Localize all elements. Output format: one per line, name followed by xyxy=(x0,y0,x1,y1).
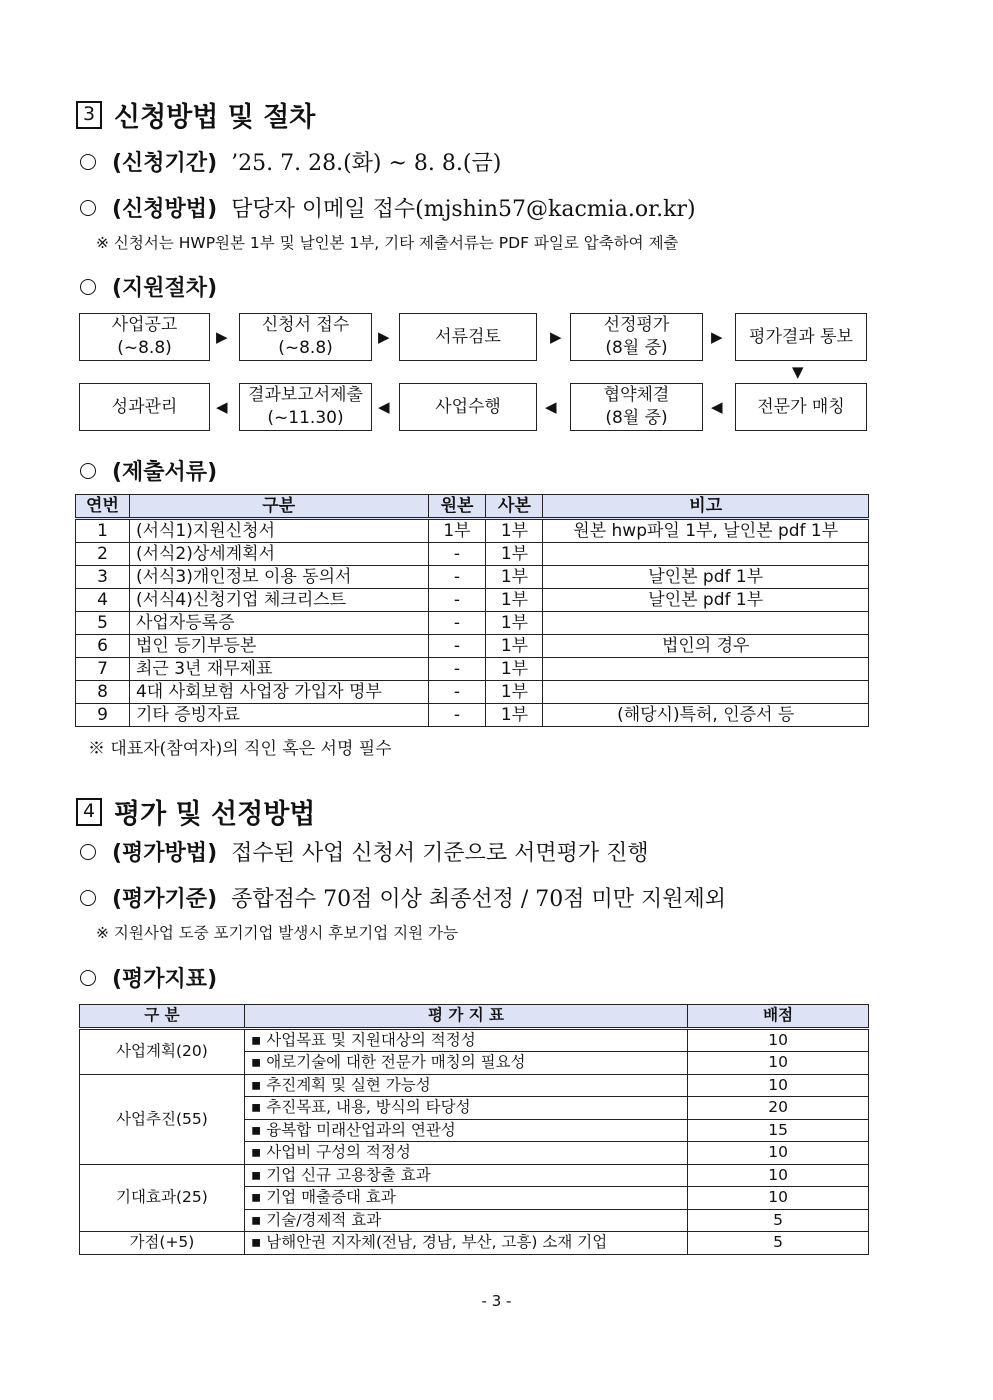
cell-doc: 기타 증빙자료 xyxy=(129,704,428,727)
cell-no: 4 xyxy=(76,589,130,612)
index-cell: ▪ 남해안권 지자체(전남, 경남, 부산, 고흥) 소재 기업 xyxy=(244,1232,687,1255)
flow-step-label: 사업공고 xyxy=(111,315,178,335)
flow-step-date: (8월 중) xyxy=(605,408,668,428)
flow-step-date: (~11.30) xyxy=(267,408,344,428)
arrow-left-icon: ◀ xyxy=(216,398,228,416)
category-cell: 기대효과(25) xyxy=(80,1164,245,1232)
flow-step xyxy=(735,313,867,361)
arrow-right-icon: ▶ xyxy=(550,328,562,346)
arrow-left-icon: ◀ xyxy=(711,398,723,416)
section-number-box: 4 xyxy=(76,798,102,826)
flow-step xyxy=(79,313,210,361)
flow-step xyxy=(570,383,703,431)
cell-copy: 1부 xyxy=(486,704,543,727)
column-header: 평 가 지 표 xyxy=(244,1005,687,1029)
circle-bullet-icon xyxy=(80,463,96,479)
flow-step-date: (~8.8) xyxy=(278,338,333,358)
cell-doc: 법인 등기부등본 xyxy=(129,635,428,658)
circle-bullet-icon xyxy=(80,970,96,986)
column-header: 비고 xyxy=(543,495,869,519)
cell-doc: 최근 3년 재무제표 xyxy=(129,658,428,681)
cell-doc: 4대 사회보험 사업장 가입자 명부 xyxy=(129,681,428,704)
flow-step xyxy=(79,383,210,431)
flow-step-label: 전문가 매칭 xyxy=(757,396,845,417)
score-cell: 10 xyxy=(688,1187,869,1210)
documents-note: ※ 대표자(참여자)의 직인 혹은 서명 필수 xyxy=(88,739,392,759)
arrow-right-icon: ▶ xyxy=(711,328,723,346)
cell-original: - xyxy=(428,681,486,704)
method-note: ※ 신청서는 HWP원본 1부 및 날인본 1부, 기타 제출서류는 PDF 파일로 압축하여 제출 xyxy=(96,234,679,252)
cell-original: - xyxy=(428,589,486,612)
cell-no: 6 xyxy=(76,635,130,658)
table-row xyxy=(76,635,869,658)
section-title-text: 평가 및 선정방법 xyxy=(114,799,316,830)
cell-no: 8 xyxy=(76,681,130,704)
score-cell: 15 xyxy=(688,1119,869,1142)
index-cell: ▪ 기업 신규 고용창출 효과 xyxy=(244,1164,687,1187)
cell-doc: (서식1)지원신청서 xyxy=(129,519,428,543)
cell-remark: 법인의 경우 xyxy=(543,635,869,658)
circle-bullet-icon xyxy=(80,890,96,906)
evaluation-table xyxy=(79,1004,869,1255)
index-cell: ▪ 추진계획 및 실현 가능성 xyxy=(244,1074,687,1097)
cell-original: - xyxy=(428,658,486,681)
arrow-left-icon: ◀ xyxy=(545,398,557,416)
cell-copy: 1부 xyxy=(486,635,543,658)
column-header: 원본 xyxy=(428,495,486,519)
page-number: - 3 - xyxy=(481,1292,512,1310)
flow-step-label: 사업수행 xyxy=(435,396,501,417)
index-cell: ▪ 기업 매출증대 효과 xyxy=(244,1187,687,1210)
table-header-row xyxy=(76,495,869,519)
score-cell: 5 xyxy=(688,1209,869,1232)
cell-copy: 1부 xyxy=(486,519,543,543)
cell-doc: (서식2)상세계획서 xyxy=(129,543,428,566)
column-header: 배점 xyxy=(688,1005,869,1029)
cell-copy: 1부 xyxy=(486,566,543,589)
section-number-box: 3 xyxy=(76,101,102,129)
cell-remark xyxy=(543,612,869,635)
flow-step-label: 결과보고서제출 xyxy=(248,385,363,405)
arrow-right-icon: ▶ xyxy=(216,328,228,346)
flow-step xyxy=(239,383,372,431)
procedure-heading xyxy=(80,271,231,302)
index-cell: ▪ 추진목표, 내용, 방식의 타당성 xyxy=(244,1097,687,1120)
score-cell: 10 xyxy=(688,1052,869,1075)
table-row xyxy=(76,566,869,589)
cell-doc: 사업자등록증 xyxy=(129,612,428,635)
cell-no: 9 xyxy=(76,704,130,727)
label: (신청방법) xyxy=(112,197,218,222)
section-4-title xyxy=(76,792,315,831)
index-cell: ▪ 기술/경제적 효과 xyxy=(244,1209,687,1232)
table-row xyxy=(76,519,869,543)
column-header: 연번 xyxy=(76,495,130,519)
flow-step-date: (8월 중) xyxy=(605,338,668,358)
flow-step-label: 신청서 접수 xyxy=(261,315,350,335)
cell-original: - xyxy=(428,704,486,727)
cell-original: - xyxy=(428,612,486,635)
value: 종합점수 70점 이상 최종선정 / 70점 미만 지원제외 xyxy=(231,887,727,912)
flow-step-label: 성과관리 xyxy=(111,396,178,417)
score-cell: 10 xyxy=(688,1074,869,1097)
arrow-down-icon: ▼ xyxy=(792,363,804,381)
flow-step-label: 서류검토 xyxy=(435,326,501,347)
value: 접수된 사업 신청서 기준으로 서면평가 진행 xyxy=(231,841,649,866)
cell-copy: 1부 xyxy=(486,589,543,612)
table-row xyxy=(76,704,869,727)
table-row xyxy=(76,681,869,704)
arrow-left-icon: ◀ xyxy=(378,398,390,416)
value: ’25. 7. 28.(화) ~ 8. 8.(금) xyxy=(231,151,502,176)
flow-step xyxy=(399,313,537,361)
arrow-right-icon: ▶ xyxy=(378,328,390,346)
label: (평가기준) xyxy=(112,887,218,912)
evaluation-index-heading xyxy=(80,962,231,993)
table-row xyxy=(80,1074,869,1097)
table-header-row xyxy=(80,1005,869,1029)
category-cell: 사업추진(55) xyxy=(80,1074,245,1164)
cell-remark: (해당시)특허, 인증서 등 xyxy=(543,704,869,727)
cell-remark xyxy=(543,543,869,566)
evaluation-method xyxy=(80,836,649,867)
section-title-text: 신청방법 및 절차 xyxy=(114,102,316,133)
section-3-title xyxy=(76,95,315,134)
label: (신청기간) xyxy=(112,151,218,176)
index-cell: ▪ 사업비 구성의 적정성 xyxy=(244,1142,687,1165)
score-cell: 5 xyxy=(688,1232,869,1255)
score-cell: 20 xyxy=(688,1097,869,1120)
score-cell: 10 xyxy=(688,1164,869,1187)
circle-bullet-icon xyxy=(80,279,96,295)
label: (평가지표) xyxy=(112,967,218,992)
cell-copy: 1부 xyxy=(486,681,543,704)
cell-original: 1부 xyxy=(428,519,486,543)
category-cell: 사업계획(20) xyxy=(80,1028,245,1074)
documents-heading xyxy=(80,455,231,486)
application-period xyxy=(80,146,501,177)
score-cell: 10 xyxy=(688,1028,869,1052)
criteria-note: ※ 지원사업 도중 포기기업 발생시 후보기업 지원 가능 xyxy=(96,924,458,942)
cell-copy: 1부 xyxy=(486,612,543,635)
index-cell: ▪ 애로기술에 대한 전문가 매칭의 필요성 xyxy=(244,1052,687,1075)
table-row xyxy=(76,543,869,566)
flow-step xyxy=(570,313,703,361)
cell-copy: 1부 xyxy=(486,543,543,566)
cell-no: 3 xyxy=(76,566,130,589)
cell-no: 1 xyxy=(76,519,130,543)
table-row xyxy=(80,1232,869,1255)
table-row xyxy=(80,1164,869,1187)
application-method xyxy=(80,192,696,223)
cell-remark: 날인본 pdf 1부 xyxy=(543,566,869,589)
cell-original: - xyxy=(428,566,486,589)
cell-doc: (서식3)개인정보 이용 동의서 xyxy=(129,566,428,589)
column-header: 사본 xyxy=(486,495,543,519)
cell-remark: 원본 hwp파일 1부, 날인본 pdf 1부 xyxy=(543,519,869,543)
cell-remark: 날인본 pdf 1부 xyxy=(543,589,869,612)
score-cell: 10 xyxy=(688,1142,869,1165)
index-cell: ▪ 융복합 미래산업과의 연관성 xyxy=(244,1119,687,1142)
documents-table xyxy=(75,494,869,727)
cell-remark xyxy=(543,681,869,704)
circle-bullet-icon xyxy=(80,200,96,216)
flow-step-label: 평가결과 통보 xyxy=(749,326,853,347)
column-header: 구분 xyxy=(129,495,428,519)
table-row xyxy=(76,612,869,635)
column-header: 구 분 xyxy=(80,1005,245,1029)
cell-remark xyxy=(543,658,869,681)
value: 담당자 이메일 접수(mjshin57@kacmia.or.kr) xyxy=(231,197,696,222)
circle-bullet-icon xyxy=(80,154,96,170)
cell-no: 5 xyxy=(76,612,130,635)
table-row xyxy=(76,658,869,681)
cell-original: - xyxy=(428,543,486,566)
label: (평가방법) xyxy=(112,841,218,866)
flow-step xyxy=(399,383,537,431)
evaluation-criteria xyxy=(80,882,726,913)
cell-no: 7 xyxy=(76,658,130,681)
category-cell: 가점(+5) xyxy=(80,1232,245,1255)
label: (제출서류) xyxy=(112,460,218,485)
flow-step xyxy=(239,313,372,361)
cell-doc: (서식4)신청기업 체크리스트 xyxy=(129,589,428,612)
cell-no: 2 xyxy=(76,543,130,566)
cell-copy: 1부 xyxy=(486,658,543,681)
table-row xyxy=(76,589,869,612)
index-cell: ▪ 사업목표 및 지원대상의 적정성 xyxy=(244,1028,687,1052)
flow-step-date: (~8.8) xyxy=(117,338,172,358)
flow-step-label: 선정평가 xyxy=(603,315,670,335)
circle-bullet-icon xyxy=(80,844,96,860)
flow-step-label: 협약체결 xyxy=(603,385,670,405)
label: (지원절차) xyxy=(112,276,218,301)
table-row xyxy=(80,1028,869,1052)
flow-step xyxy=(735,383,867,431)
cell-original: - xyxy=(428,635,486,658)
